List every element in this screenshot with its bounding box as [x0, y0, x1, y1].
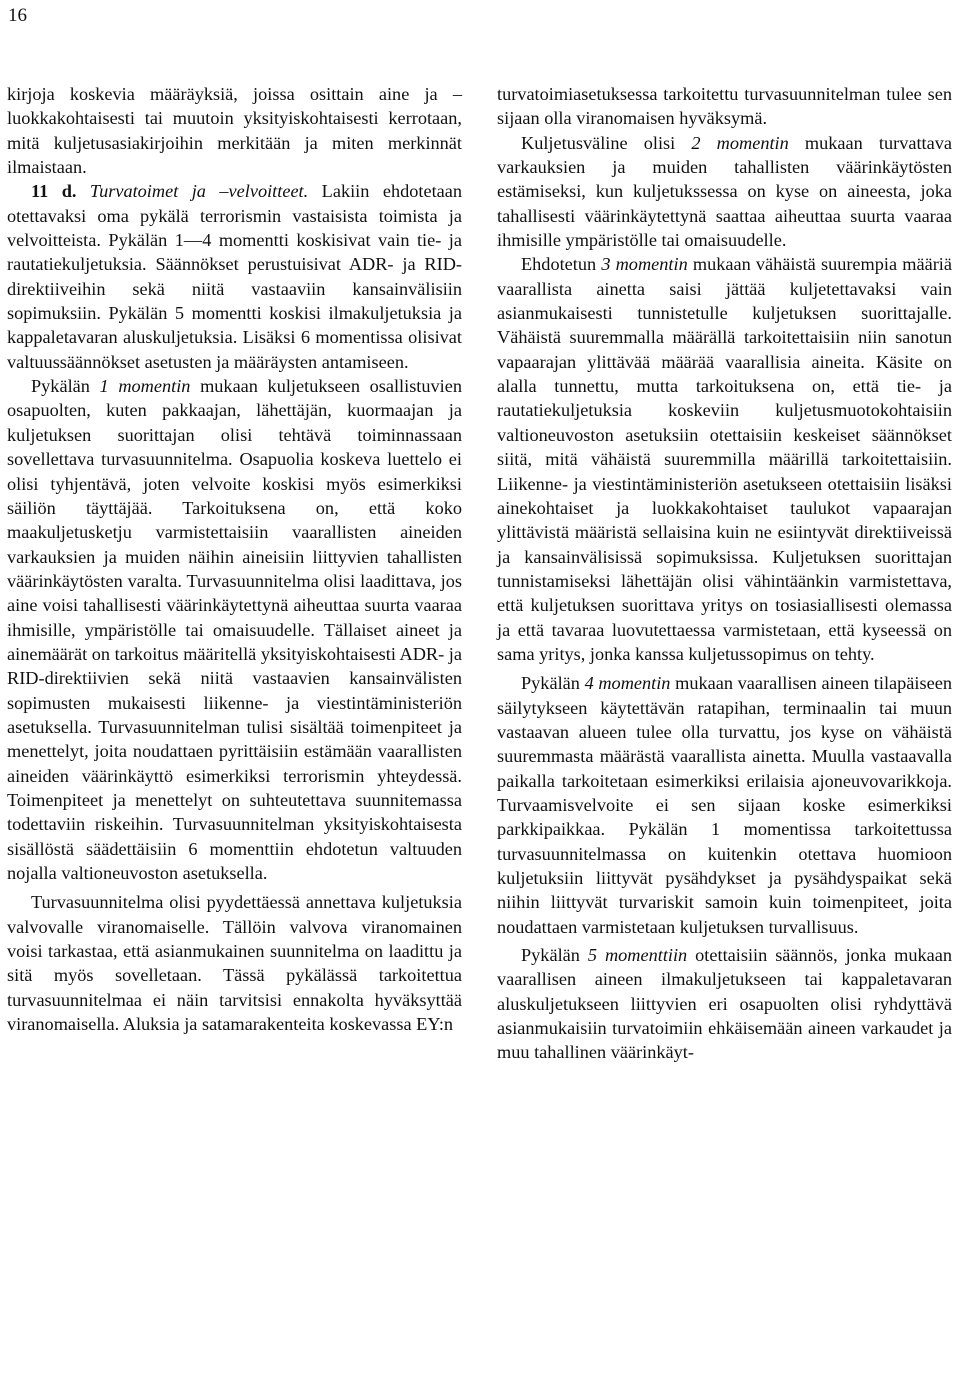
paragraph-text: otettaisiin säännös, jonka mukaan vaarallisen aineen ilmakuljetukseen tai kappaletavaran aluskuljetukseen liittyvien eri osapuolten olisi ryhdyttävä asianmukaisiin turvatoimiin ehkäisemään aineen varkaudet ja muu tahallinen väärinkäyt- — [497, 945, 953, 1063]
paragraph-text: mukaan vähäistä suurempia määriä vaarallista ainetta saisi jättää kuljetettavaksi vain asianmukaisesti tunnistetulle kuljetuksen suorittajalle. Vähäistä suuremmalla määrällä tarkoitettaisiin niin sanotun vapaarajan ylittävää määrää vaarallisia aineita. Käsite on alalla tunnettu, mutta tarkoituksena on, että tie- ja rautatiekuljetuksia koskeviin kuljetusmuotokohtaisiin valtioneuvoston asetuksiin otettaisiin keskeiset säännökset siitä, mitä vähäistä suuremmilla määrillä tarkoitettaisiin. Liikenne- ja viestintäministeriön asetukseen otettaisiin lisäksi ainekohtaiset ja luokkakohtaiset taulukot vapaarajan ylittävistä määristä sellaisina kuin ne esiintyvät direktiiveissä ja kansainvälisissä sopimuksissa. Kuljetuksen suorittajan tunnistamiseksi lähettäjän olisi vähintäänkin varmistettava, että kuljetuksen suorittava yritys on tosiasiallisesti olemassa ja että tavaraa luovutettaessa varmistetaan, että kyseessä on sama yritys, jonka kanssa kuljetussopimus on tehty. — [497, 254, 952, 664]
right-column — [497, 82, 952, 1065]
section-number-dot: . — [71, 181, 77, 202]
paragraph — [497, 131, 952, 253]
section-number: 11 d — [31, 181, 72, 202]
paragraph — [7, 374, 462, 885]
paragraph-text: mukaan vaarallisen aineen tilapäiseen säilytykseen käytettävän ratapihan, terminaalin tai muun vastaavan alueen tulee olla turvattu, jos kyse on vähäistä suuremmasta määrästä vaarallista ainetta. Muulla vastaavalla paikalla tarkoitetaan esimerkiksi erilaisia ajoneuvovarikkoja. Turvaamisvelvoite ei sen sijaan koske esimerkiksi parkkipaikkaa. Pykälän 1 momentissa tarkoitettussa turvasuunnitelmassa on kuitenkin otettava huomioon kuljetuksiin liittyvät pysähdykset ja pysähdyspaikat sekä niihin liittyvät turvariskit samoin kuin toimenpiteet, joita noudattaen varmistetaan kuljetuksen turvallisuus. — [497, 673, 952, 937]
paragraph: turvatoimiasetuksessa tarkoitettu turvasuunnitelman tulee sen sijaan olla viranomaisen hyväksymä. — [497, 84, 952, 129]
paragraph-emphasis: 2 momentin — [691, 132, 789, 153]
paragraph: Turvasuunnitelma olisi pyydettäessä annettava kuljetuksia valvovalle viranomaiselle. Tällöin valvova viranomainen voisi tarkastaa, että asianmukainen suunnitelma on laadittu ja sitä myös sovelletaan. Tässä pykälässä tarkoitettua turvasuunnitelmaa ei näin tarvitsisi ennakolta hyväksyttää viranomaisella. Aluksia ja satamarakenteita koskevassa EY:n — [7, 892, 462, 1035]
paragraph-text: Lakiin ehdotetaan otettavaksi oma pykälä terrorismin vastaisista toimista ja velvoitteista. Pykälän 1—4 momentti koskisivat vain tie- ja rautatiekuljetuksia. Säännökset perustuisivat ADR- ja RID-direktiiveihin sekä niitä vastaaviin kansainvälisiin sopimuksiin. Pykälän 5 momentti koskisi ilmakuljetuksia ja kappaletavaran aluskuljetuksia. Lisäksi 6 momentissa olisivat valtuussäännökset asetusten ja määräysten antamiseen. — [7, 181, 463, 372]
paragraph-lead: Pykälän — [31, 376, 90, 397]
paragraph-emphasis: 5 momenttiin — [587, 945, 688, 966]
paragraph-lead: Ehdotetun — [521, 254, 597, 275]
paragraph — [497, 943, 952, 1065]
paragraph: kirjoja koskevia määräyksiä, joissa osittain aine ja –luokkakohtaisesti tai muutoin yksityiskohtaisesti kerrotaan, mitä kuljetusasiakirjoihin merkitään ja miten merkinnät ilmaistaan. — [7, 84, 462, 178]
paragraph-emphasis: 3 momentin — [601, 254, 688, 275]
section-title: Turvatoimet ja –velvoitteet. — [89, 181, 309, 202]
paragraph-lead: Pykälän — [521, 673, 580, 694]
paragraph-text: mukaan turvattava varkauksien ja muiden tahallisten väärinkäytösten estämiseksi, kun kuljetukssessa on kyse on aineesta, joka tahallisesti väärinkäytettynä saattaa aiheuttaa suurta vaaraa ihmisille ympäristölle tai omaisuudelle. — [497, 132, 952, 251]
paragraph — [497, 252, 952, 666]
paragraph-text: mukaan kuljetukseen osallistuvien osapuolten, kuten pakkaajan, lähettäjän, kuormaajan ja kuljetuksen suorittajan olisi tehtävä toiminnassaan sovellettava turvasuunnitelma. Osapuolia koskeva luettelo ei olisi tyhjentävä, joten velvoite koskisi myös esimerkiksi säiliön täyttäjää. Tarkoituksena on, että koko maakuljetusketju varmistettaisiin vaarallisten aineiden varkauksien ja muiden näihin aineisiin liittyvien tahallisten väärinkäytösten varalta. Turvasuunnitelma olisi laadittava, jos aine voisi tahallisesti väärinkäytettynä aiheuttaa suurta vaaraa ihmisille, ympäristölle tai omaisuudelle. Tällaiset aineet ja ainemäärät on tarkoitus määritellä yksityiskohtaisesti ADR- ja RID-direktiivien sekä niitä vastaavien kansainvälisten sopimusten mukaisesti liikenne- ja viestintäministeriön asetuksella. Turvasuunnitelman tulisi sisältää toimenpiteet ja menettelyt, joita noudattaen pyrittäisiin estämään vaarallisten aineiden väärinkäyttö esimerkiksi terrorismin yhteydessä. Toimenpiteet ja menettelyt on suhteutettava suunnitemassa todettaviin riskeihin. Turvasuunnitelman yksityiskohtaisesta sisällöstä säädettäisiin 6 momenttiin ehdotetun valtuuden nojalla valtioneuvoston asetuksella. — [7, 376, 463, 883]
paragraph-lead: Pykälän — [521, 945, 580, 966]
paragraph-emphasis: 1 momentin — [99, 376, 191, 397]
section-paragraph — [7, 179, 462, 374]
page-number: 16 — [8, 5, 27, 26]
paragraph-emphasis: 4 momentin — [584, 673, 671, 694]
paragraph-lead: Kuljetusväline olisi — [521, 132, 676, 153]
left-column — [7, 82, 462, 1036]
paragraph — [497, 671, 952, 939]
